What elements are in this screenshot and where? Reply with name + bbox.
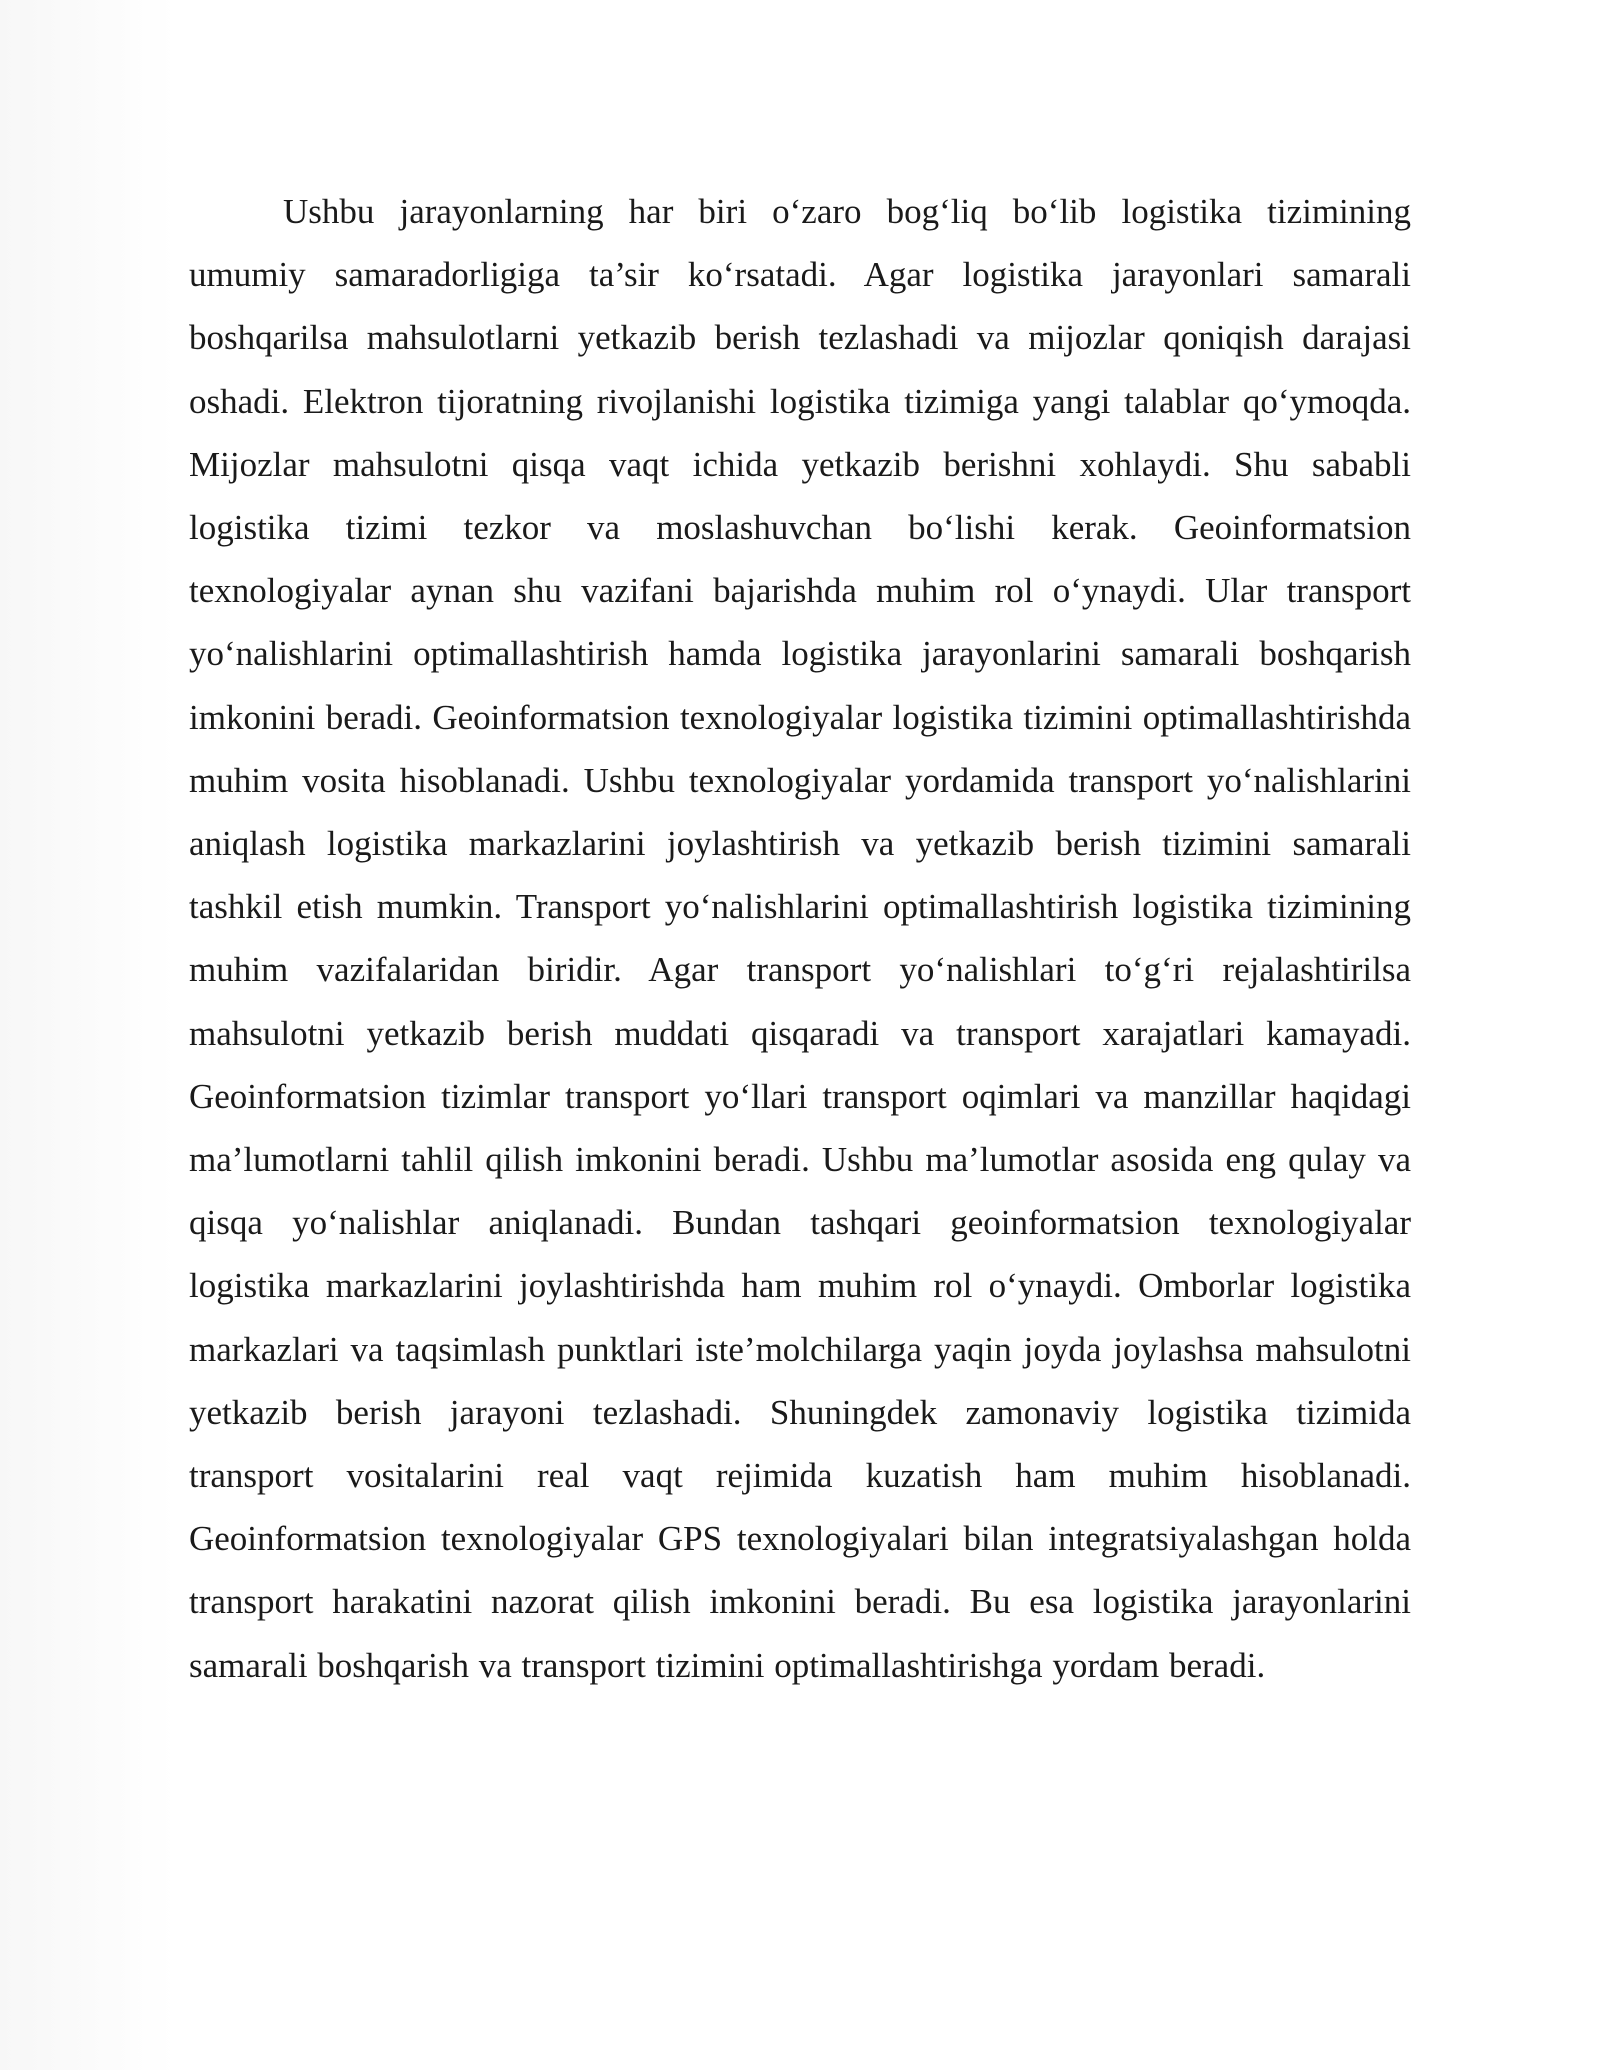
page-edge-shade — [0, 0, 176, 2070]
body-paragraph: Ushbu jarayonlarning har biri o‘zaro bog‘liq bo‘lib logistika tizimining umumiy samaradorligiga ta’sir ko‘rsatadi. Agar logistika jarayonlari samarali boshqarilsa mahsulotlarni yetkazib berish tezlashadi va mijozlar qoniqish darajasi oshadi. Elektron tijoratning rivojlanishi logistika tizimiga yangi talablar qo‘ymoqda. Mijozlar mahsulotni qisqa vaqt ichida yetkazib berishni xohlaydi. Shu sababli logistika tizimi tezkor va moslashuvchan bo‘lishi kerak. Geoinformatsion texnologiyalar aynan shu vazifani bajarishda muhim rol o‘ynaydi. Ular transport yo‘nalishlarini optimallashtirish hamda logistika jarayonlarini samarali boshqarish imkonini beradi. Geoinformatsion texnologiyalar logistika tizimini optimallashtirishda muhim vosita hisoblanadi. Ushbu texnologiyalar yordamida transport yo‘nalishlarini aniqlash logistika markazlarini joylashtirish va yetkazib berish tizimini samarali tashkil etish mumkin. Transport yo‘nalishlarini optimallashtirish logistika tizimining muhim vazifalaridan biridir. Agar transport yo‘nalishlari to‘g‘ri rejalashtirilsa mahsulotni yetkazib berish muddati qisqaradi va transport xarajatlari kamayadi. Geoinformatsion tizimlar transport yo‘llari transport oqimlari va manzillar haqidagi ma’lumotlarni tahlil qilish imkonini beradi. Ushbu ma’lumotlar asosida eng qulay va qisqa yo‘nalishlar aniqlanadi. Bundan tashqari geoinformatsion texnologiyalar logistika markazlarini joylashtirishda ham muhim rol o‘ynaydi. Omborlar logistika markazlari va taqsimlash punktlari iste’molchilarga yaqin joyda joylashsa mahsulotni yetkazib berish jarayoni tezlashadi. Shuningdek zamonaviy logistika tizimida transport vositalarini real vaqt rejimida kuzatish ham muhim hisoblanadi. Geoinformatsion texnologiyalar GPS texnologiyalari bilan integratsiyalashgan holda transport harakatini nazorat qilish imkonini beradi. Bu esa logistika jarayonlarini samarali boshqarish va transport tizimini optimallashtirishga yordam beradi. — [189, 192, 1411, 1685]
